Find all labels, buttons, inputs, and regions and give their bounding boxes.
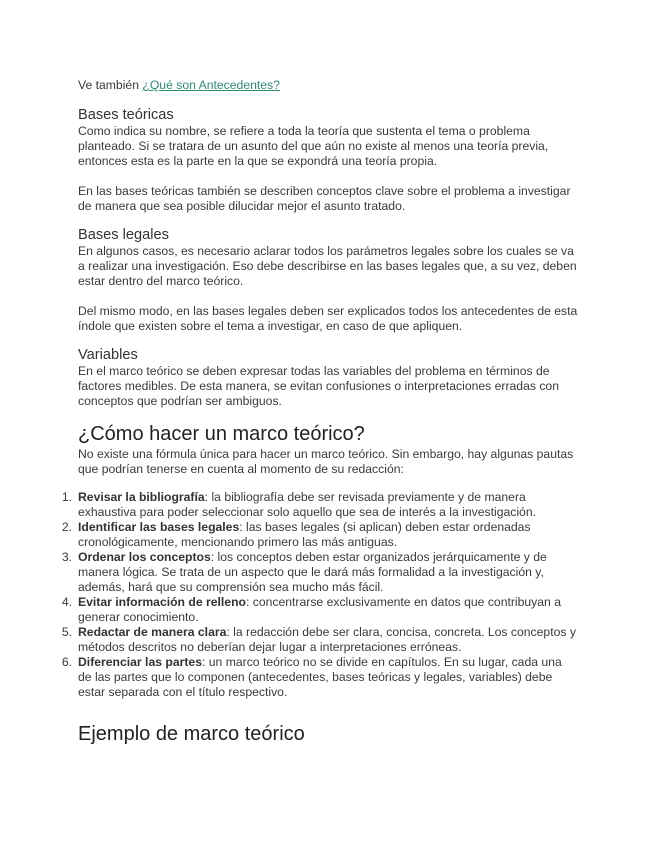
list-item	[61, 655, 578, 700]
list-item-title: Diferenciar las partes	[78, 655, 202, 669]
bases-legales-paragraph-1: En algunos casos, es necesario aclarar todos los parámetros legales sobre los cuales se va a realizar una investigación. Eso debe describirse en las bases legales que, a su vez, deben estar dentro del marco teórico.	[78, 244, 577, 288]
steps-list	[61, 490, 578, 700]
list-item-text: : la bibliografía debe ser revisada previamente y de manera exhaustiva para poder seleccionar solo aquello que sea de interés a la investigación.	[78, 490, 537, 519]
list-item-text: : concentrarse exclusivamente en datos que contribuyan a generar conocimiento.	[78, 595, 561, 624]
list-item	[61, 490, 578, 520]
list-item-text: : los conceptos deben estar organizados jerárquicamente y de manera lógica. Se trata de un aspecto que le dará más formalidad a la investigación y, además, hará que su comprensión sea mucho más fácil.	[78, 550, 547, 594]
list-item-title: Redactar de manera clara	[78, 625, 227, 639]
heading-como-hacer: ¿Cómo hacer un marco teórico?	[78, 423, 365, 445]
bases-teoricas-paragraph-2: En las bases teóricas también se describen conceptos clave sobre el problema a investigar de manera que sea posible dilucidar mejor el asunto tratado.	[78, 184, 571, 213]
list-item-title: Revisar la bibliografía	[78, 490, 205, 504]
list-item	[61, 550, 578, 595]
list-item-title: Evitar información de relleno	[78, 595, 246, 609]
document-content	[61, 78, 578, 747]
list-item-title: Ordenar los conceptos	[78, 550, 211, 564]
list-number: 4.	[61, 595, 72, 609]
list-item-text: : la redacción debe ser clara, concisa, concreta. Los conceptos y métodos descritos no deberían dejar lugar a interpretaciones erróneas.	[78, 625, 576, 654]
variables-paragraph-1: En el marco teórico se deben expresar todas las variables del problema en términos de factores medibles. De esta manera, se evitan confusiones o interpretaciones erradas con conceptos que podrían ser ambiguos.	[78, 364, 559, 408]
list-item	[61, 625, 578, 655]
como-hacer-intro: No existe una fórmula única para hacer un marco teórico. Sin embargo, hay algunas pautas que podrían tenerse en cuenta al momento de su redacción:	[78, 447, 574, 476]
list-item-title: Identificar las bases legales	[78, 520, 240, 534]
see-also-link[interactable]: ¿Qué son Antecedentes?	[142, 78, 280, 92]
heading-bases-teoricas: Bases teóricas	[78, 107, 174, 123]
list-item-text: : las bases legales (si aplican) deben estar ordenadas cronológicamente, mencionando primero las más antiguas.	[78, 520, 531, 549]
list-number: 2.	[61, 520, 72, 534]
bases-legales-paragraph-2: Del mismo modo, en las bases legales deben ser explicados todos los antecedentes de esta índole que existen sobre el tema a investigar, en caso de que apliquen.	[78, 304, 578, 333]
heading-ejemplo: Ejemplo de marco teórico	[78, 723, 305, 745]
list-item	[61, 520, 578, 550]
heading-variables: Variables	[78, 347, 138, 363]
list-item	[61, 595, 578, 625]
see-also-prefix: Ve también	[78, 78, 143, 92]
heading-bases-legales: Bases legales	[78, 227, 169, 243]
see-also-line	[78, 78, 578, 93]
bases-teoricas-paragraph-1: Como indica su nombre, se refiere a toda la teoría que sustenta el tema o problema planteado. Si se tratara de un asunto del que aún no existe al menos una teoría previa, entonces esta es la parte en la que se expondrá una teoría propia.	[78, 124, 549, 168]
list-number: 1.	[61, 490, 72, 504]
list-number: 6.	[61, 655, 72, 669]
list-number: 3.	[61, 550, 72, 564]
list-item-text: : un marco teórico no se divide en capítulos. En su lugar, cada una de las partes que lo componen (antecedentes, bases teóricas y legales, variables) debe estar separada con el título respectivo.	[78, 655, 562, 699]
list-number: 5.	[61, 625, 72, 639]
